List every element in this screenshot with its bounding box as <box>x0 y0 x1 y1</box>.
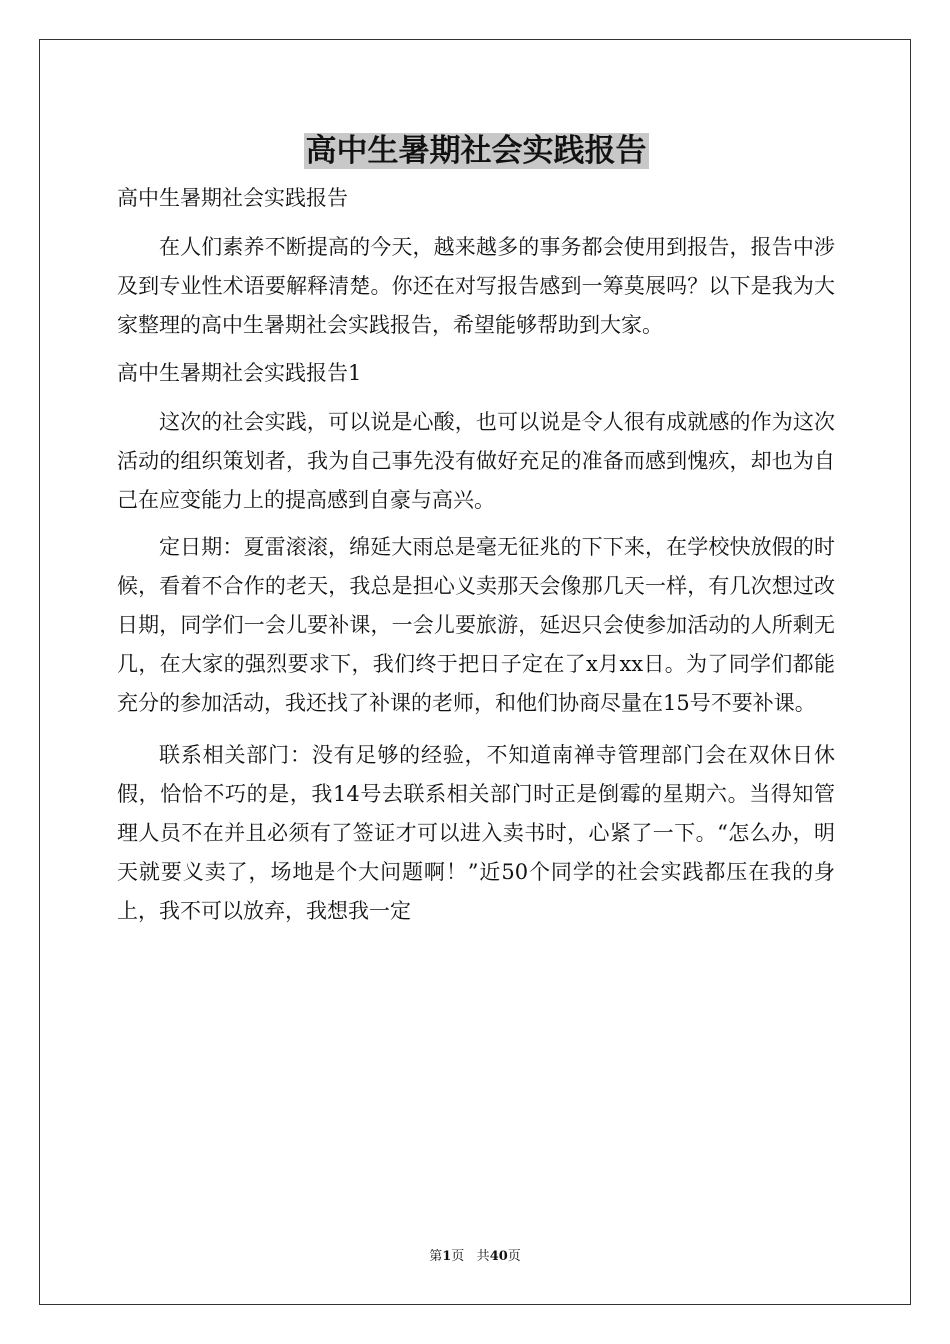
intro-paragraph: 在人们素养不断提高的今天，越来越多的事务都会使用到报告，报告中涉及到专业性术语要解释清楚。你还在对写报告感到一筹莫展吗？以下是我为大家整理的高中生暑期社会实践报告，希望能够帮助到大家。 <box>117 235 835 337</box>
document-title-text: 高中生暑期社会实践报告 <box>305 133 647 169</box>
section-heading: 高中生暑期社会实践报告1 <box>117 361 362 385</box>
footer-total-pages: 40 <box>489 1249 508 1264</box>
footer-total-prefix: 共 <box>476 1249 490 1264</box>
footer-total-unit: 页 <box>507 1249 521 1264</box>
footer-page-unit: 页 <box>451 1249 465 1264</box>
document-subtitle: 高中生暑期社会实践报告 <box>117 186 348 210</box>
footer-prefix: 第 <box>429 1249 443 1264</box>
document-title <box>117 124 835 178</box>
body-paragraph-3: 联系相关部门：没有足够的经验，不知道南禅寺管理部门会在双休日休假，恰恰不巧的是，我14号去联系相关部门时正是倒霉的星期六。当得知管理人员不在并且必须有了签证才可以进入卖书时，心紧了一下。“怎么办，明天就要义卖了，场地是个大问题啊！”近50个同学的社会实践都压在我的身上，我不可以放弃，我想我一定 <box>117 743 835 923</box>
page-footer <box>0 1248 950 1266</box>
footer-page-number: 1 <box>442 1249 452 1264</box>
body-paragraph-2: 定日期：夏雷滚滚，绵延大雨总是毫无征兆的下下来，在学校快放假的时候，看着不合作的老天，我总是担心义卖那天会像那几天一样，有几次想过改日期，同学们一会儿要补课，一会儿要旅游，延迟只会使参加活动的人所剩无几，在大家的强烈要求下，我们终于把日子定在了x月xx日。为了同学们都能充分的参加活动，我还找了补课的老师，和他们协商尽量在15号不要补课。 <box>117 535 835 715</box>
body-paragraph-1: 这次的社会实践，可以说是心酸，也可以说是令人很有成就感的作为这次活动的组织策划者，我为自己事先没有做好充足的准备而感到愧疚，却也为自己在应变能力上的提高感到自豪与高兴。 <box>117 410 835 512</box>
document-body <box>117 124 835 931</box>
